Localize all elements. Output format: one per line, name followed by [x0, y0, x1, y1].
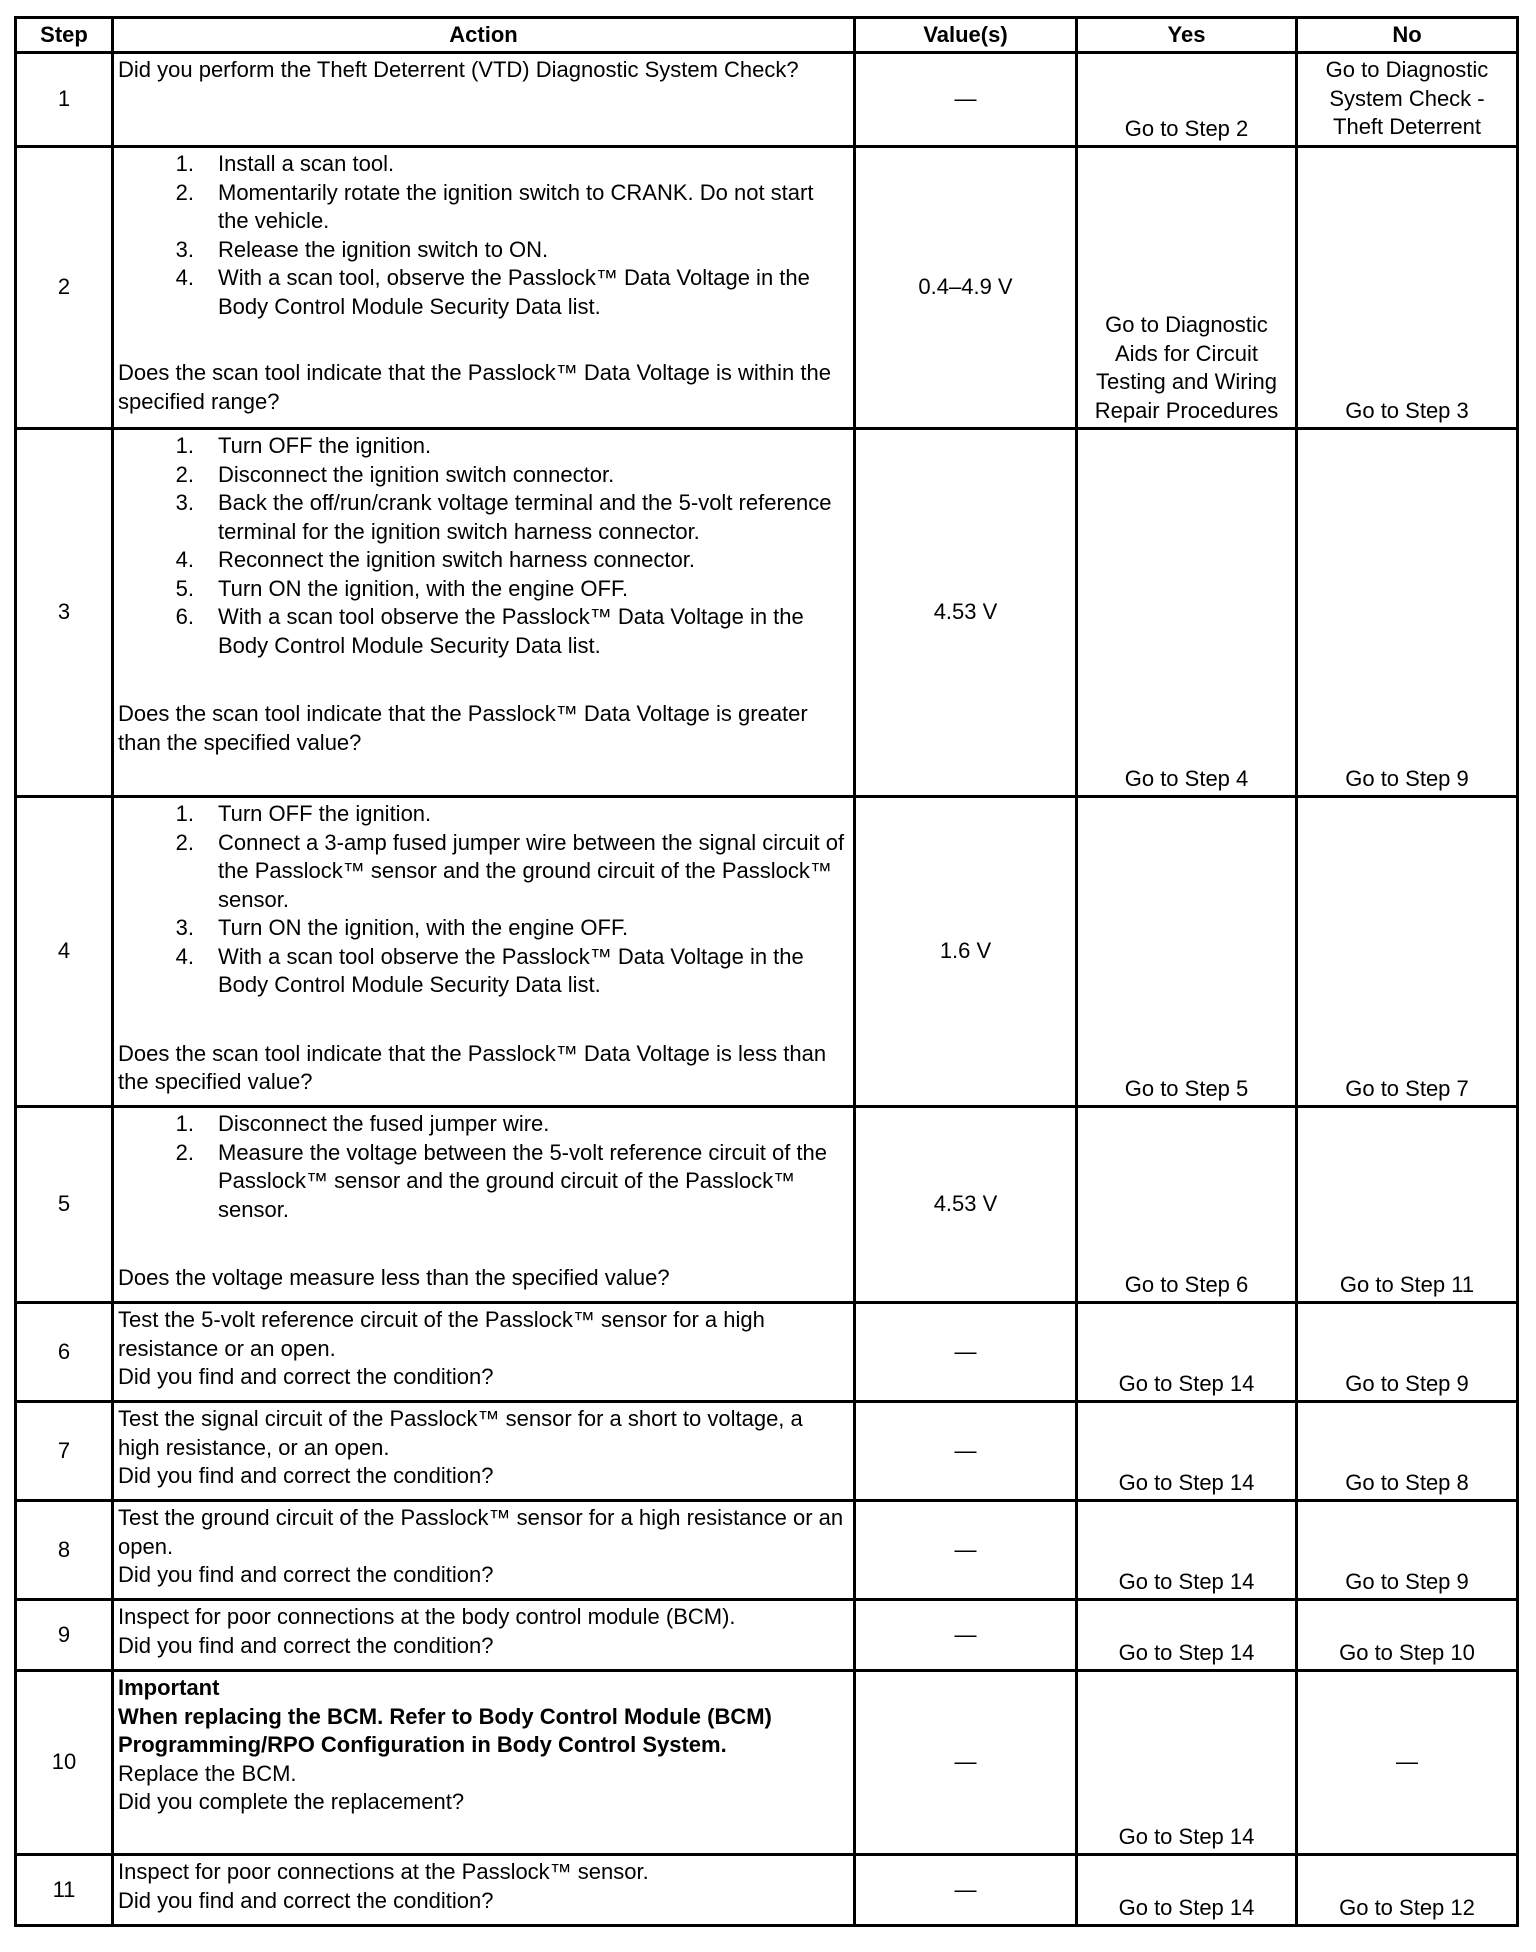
value-cell: —	[855, 1501, 1077, 1600]
value-cell: —	[855, 53, 1077, 147]
question-text: Did you complete the replacement?	[118, 1789, 465, 1814]
no-cell: Go to Step 11	[1297, 1107, 1518, 1303]
question-text: Does the scan tool indicate that the Passlock™ Data Voltage is less than the specified value?	[118, 1040, 827, 1094]
header-row	[16, 18, 1518, 53]
action-text: Inspect for poor connections at the Passlock™ sensor.	[118, 1859, 649, 1884]
action-text: Test the 5-volt reference circuit of the Passlock™ sensor for a high resistance or an open.	[118, 1307, 765, 1361]
list-item: 1. Install a scan tool.	[175, 151, 395, 176]
step-number: 2	[16, 147, 113, 429]
yes-cell: Go to Step 5	[1077, 797, 1297, 1107]
action-cell	[113, 1671, 855, 1855]
question-text: Does the voltage measure less than the specified value?	[118, 1265, 670, 1290]
instruction-list	[118, 150, 849, 321]
action-text: Test the ground circuit of the Passlock™ sensor for a high resistance or an open.	[118, 1505, 844, 1559]
table-row	[16, 797, 1518, 1107]
question-text: Did you find and correct the condition?	[118, 1562, 494, 1587]
yes-cell: Go to Step 14	[1077, 1855, 1297, 1926]
value-cell: —	[855, 1855, 1077, 1926]
table-row	[16, 1402, 1518, 1501]
step-number: 4	[16, 797, 113, 1107]
action-cell	[113, 53, 855, 147]
step-number: 1	[16, 53, 113, 147]
table-row	[16, 147, 1518, 429]
step-number: 9	[16, 1600, 113, 1671]
yes-cell: Go to Step 14	[1077, 1402, 1297, 1501]
list-item: 4. With a scan tool, observe the Passlock™ Data Voltage in the Body Control Module Security Data list.	[175, 265, 810, 319]
header-step: Step	[16, 18, 113, 53]
value-cell: —	[855, 1671, 1077, 1855]
action-cell	[113, 1600, 855, 1671]
value-cell: —	[855, 1303, 1077, 1402]
list-item: 1. Turn OFF the ignition.	[175, 433, 432, 458]
action-text: Replace the BCM.	[118, 1760, 297, 1786]
list-item: 1. Turn OFF the ignition.	[175, 801, 432, 826]
list-item: 3. Release the ignition switch to ON.	[175, 236, 549, 262]
no-cell: —	[1297, 1671, 1518, 1855]
list-item: 4. Reconnect the ignition switch harness connector.	[175, 547, 695, 572]
table-row	[16, 53, 1518, 147]
no-cell: Go to Step 9	[1297, 1303, 1518, 1402]
list-item: 1. Disconnect the fused jumper wire.	[175, 1111, 550, 1136]
question-text: Does the scan tool indicate that the Passlock™ Data Voltage is greater than the specified value?	[118, 701, 808, 755]
list-item: 2. Measure the voltage between the 5-volt reference circuit of the Passlock™ sensor and the ground circuit of the Passlock™ sensor.	[175, 1139, 828, 1222]
list-item: 3. Turn ON the ignition, with the engine OFF.	[175, 915, 629, 940]
question-text: Did you find and correct the condition?	[118, 1364, 494, 1389]
question-text: Does the scan tool indicate that the Passlock™ Data Voltage is within the specified range?	[118, 360, 831, 414]
step-number: 7	[16, 1402, 113, 1501]
step-number: 8	[16, 1501, 113, 1600]
yes-cell: Go to Step 14	[1077, 1600, 1297, 1671]
action-cell	[113, 797, 855, 1107]
yes-cell: Go to Diagnostic Aids for Circuit Testing and Wiring Repair Procedures	[1077, 147, 1297, 429]
yes-cell: Go to Step 14	[1077, 1501, 1297, 1600]
action-cell	[113, 147, 855, 429]
table-row	[16, 1600, 1518, 1671]
question-text: Did you find and correct the condition?	[118, 1632, 494, 1658]
list-item: 2. Disconnect the ignition switch connector.	[175, 461, 615, 487]
step-number: 3	[16, 429, 113, 797]
yes-cell: Go to Step 6	[1077, 1107, 1297, 1303]
instruction-list	[118, 800, 849, 1000]
yes-cell: Go to Step 14	[1077, 1303, 1297, 1402]
value-cell: —	[855, 1600, 1077, 1671]
step-number: 11	[16, 1855, 113, 1926]
question-text: Did you find and correct the condition?	[118, 1463, 494, 1488]
table-row	[16, 1855, 1518, 1926]
header-value: Value(s)	[855, 18, 1077, 53]
yes-cell: Go to Step 2	[1077, 53, 1297, 147]
no-cell: Go to Step 9	[1297, 429, 1518, 797]
action-text: Inspect for poor connections at the body control module (BCM).	[118, 1604, 736, 1629]
instruction-list	[118, 432, 849, 660]
header-no: No	[1297, 18, 1518, 53]
action-cell	[113, 1303, 855, 1402]
list-item: 6. With a scan tool observe the Passlock™ Data Voltage in the Body Control Module Security Data list.	[175, 604, 804, 658]
step-number: 5	[16, 1107, 113, 1303]
list-item: 4. With a scan tool observe the Passlock™ Data Voltage in the Body Control Module Security Data list.	[175, 943, 804, 997]
instruction-list	[118, 1110, 849, 1224]
no-cell: Go to Step 9	[1297, 1501, 1518, 1600]
list-item: 2. Momentarily rotate the ignition switch to CRANK. Do not start the vehicle.	[175, 179, 814, 233]
value-cell: 4.53 V	[855, 429, 1077, 797]
no-cell: Go to Step 3	[1297, 147, 1518, 429]
table-row	[16, 1107, 1518, 1303]
action-cell	[113, 1402, 855, 1501]
action-text: Did you perform the Theft Deterrent (VTD) Diagnostic System Check?	[118, 57, 799, 82]
no-cell: Go to Step 12	[1297, 1855, 1518, 1926]
question-text: Did you find and correct the condition?	[118, 1887, 494, 1913]
yes-cell: Go to Step 4	[1077, 429, 1297, 797]
yes-cell: Go to Step 14	[1077, 1671, 1297, 1855]
step-number: 10	[16, 1671, 113, 1855]
list-item: 5. Turn ON the ignition, with the engine OFF.	[175, 575, 629, 601]
table-row	[16, 429, 1518, 797]
value-cell: 4.53 V	[855, 1107, 1077, 1303]
header-action: Action	[113, 18, 855, 53]
value-cell: —	[855, 1402, 1077, 1501]
action-cell	[113, 1855, 855, 1926]
no-cell: Go to Step 10	[1297, 1600, 1518, 1671]
action-cell	[113, 1107, 855, 1303]
no-cell: Go to Step 8	[1297, 1402, 1518, 1501]
value-cell: 1.6 V	[855, 797, 1077, 1107]
table-row	[16, 1671, 1518, 1855]
action-text: Test the signal circuit of the Passlock™ sensor for a short to voltage, a high resistance, or an open.	[118, 1406, 803, 1460]
table-row	[16, 1303, 1518, 1402]
action-cell	[113, 1501, 855, 1600]
important-note: When replacing the BCM. Refer to Body Control Module (BCM) Programming/RPO Configuration in Body Control System.	[118, 1703, 772, 1757]
list-item: 2. Connect a 3-amp fused jumper wire between the signal circuit of the Passlock™ sensor and the ground circuit of the Passlock™ sensor.	[175, 829, 845, 912]
header-yes: Yes	[1077, 18, 1297, 53]
step-number: 6	[16, 1303, 113, 1402]
value-cell: 0.4–4.9 V	[855, 147, 1077, 429]
table-row	[16, 1501, 1518, 1600]
action-cell	[113, 429, 855, 797]
diagnostic-table	[14, 16, 1519, 1927]
no-cell: Go to Diagnostic System Check - Theft Deterrent	[1297, 53, 1518, 147]
no-cell: Go to Step 7	[1297, 797, 1518, 1107]
important-title: Important	[118, 1675, 220, 1700]
list-item: 3. Back the off/run/crank voltage terminal and the 5-volt reference terminal for the ignition switch harness connector.	[175, 490, 832, 544]
